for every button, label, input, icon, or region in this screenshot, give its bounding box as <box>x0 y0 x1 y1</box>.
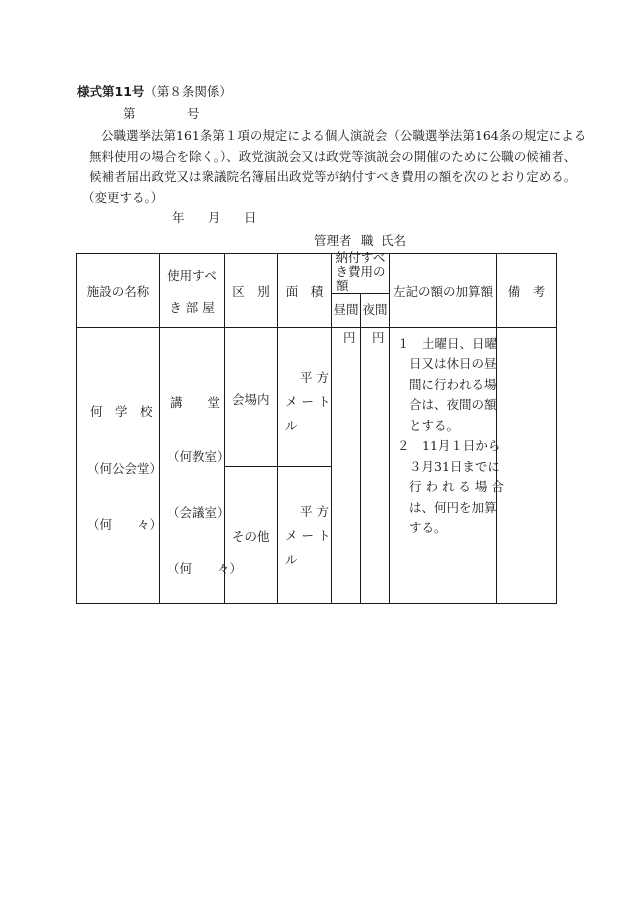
header-fee-1: 納付すべ <box>335 250 386 265</box>
surcharge-line: 合は、夜間の額 <box>409 397 497 412</box>
form-title: 様式第11号（第８条関係） <box>77 84 232 99</box>
body-line: 公職選挙法第161条第１項の規定による個人演説会（公職選挙法第164条の規定による <box>101 128 587 143</box>
surcharge-line: 日又は休日の昼 <box>409 356 497 371</box>
header-fee-2: き費用の <box>335 264 386 279</box>
manager-label: 管理者 <box>314 233 352 248</box>
room-name: （何 々） <box>167 561 243 576</box>
manager-name: 氏名 <box>381 233 407 248</box>
area-unit: ル <box>285 418 298 433</box>
header-day: 昼間 <box>333 302 359 317</box>
body-line: 候補者届出政党又は衆議院名簿届出政党等が納付すべき費用の額を次のとおり定める。 <box>89 169 577 184</box>
area-unit: メ ー ト <box>285 394 331 409</box>
category-other: その他 <box>232 529 270 544</box>
area-unit: ル <box>285 552 298 567</box>
surcharge-line: 行 わ れ る 場 合 <box>409 479 504 494</box>
header-fee-3: 額 <box>336 278 349 293</box>
header-remarks: 備 考 <box>507 284 546 299</box>
area-unit: メ ー ト <box>285 528 331 543</box>
body-line: 無料使用の場合を除く。）、政党演説会又は政党等演説会の開催のために公職の候補者、 <box>89 148 577 164</box>
facility-name: （何 々） <box>87 517 163 532</box>
header-surcharge: 左記の額の加算額 <box>392 284 493 299</box>
facility-name: 何 学 校 <box>90 404 153 419</box>
room-name: 講 堂 <box>170 395 221 410</box>
surcharge-line: ２ 11月１日から <box>397 438 501 453</box>
area-unit: 平 方 <box>300 504 329 519</box>
room-name: （会議室） <box>167 505 230 520</box>
surcharge-line: する。 <box>409 520 447 535</box>
body-line: （変更する。） <box>82 189 164 205</box>
facility-name: （何公会堂） <box>87 461 163 476</box>
surcharge-line: は、何円を加算 <box>409 500 497 515</box>
date-year: 年 <box>172 210 185 225</box>
category-venue: 会場内 <box>232 392 270 407</box>
date-day: 日 <box>244 210 257 225</box>
header-night: 夜間 <box>362 302 388 317</box>
form-number-suffix: 号 <box>187 106 200 121</box>
header-room-1: 使用すべ <box>167 268 217 283</box>
area-unit: 平 方 <box>300 370 329 385</box>
surcharge-line: とする。 <box>409 418 460 433</box>
form-number-label: 第 <box>123 106 136 121</box>
fee-unit-night: 円 <box>372 330 385 345</box>
surcharge-line: １ 土曜日、日曜 <box>397 336 498 351</box>
header-facility: 施設の名称 <box>86 284 150 299</box>
header-room-2: き 部 屋 <box>169 300 215 315</box>
manager-title: 職 <box>361 233 374 248</box>
surcharge-line: 間に行われる場 <box>409 377 497 392</box>
room-name: （何教室） <box>167 449 230 464</box>
surcharge-line: ３月31日までに <box>409 459 500 474</box>
header-area: 面 積 <box>285 284 324 299</box>
fee-unit-day: 円 <box>343 330 356 345</box>
date-month: 月 <box>208 210 221 225</box>
header-category: 区 別 <box>232 284 270 299</box>
